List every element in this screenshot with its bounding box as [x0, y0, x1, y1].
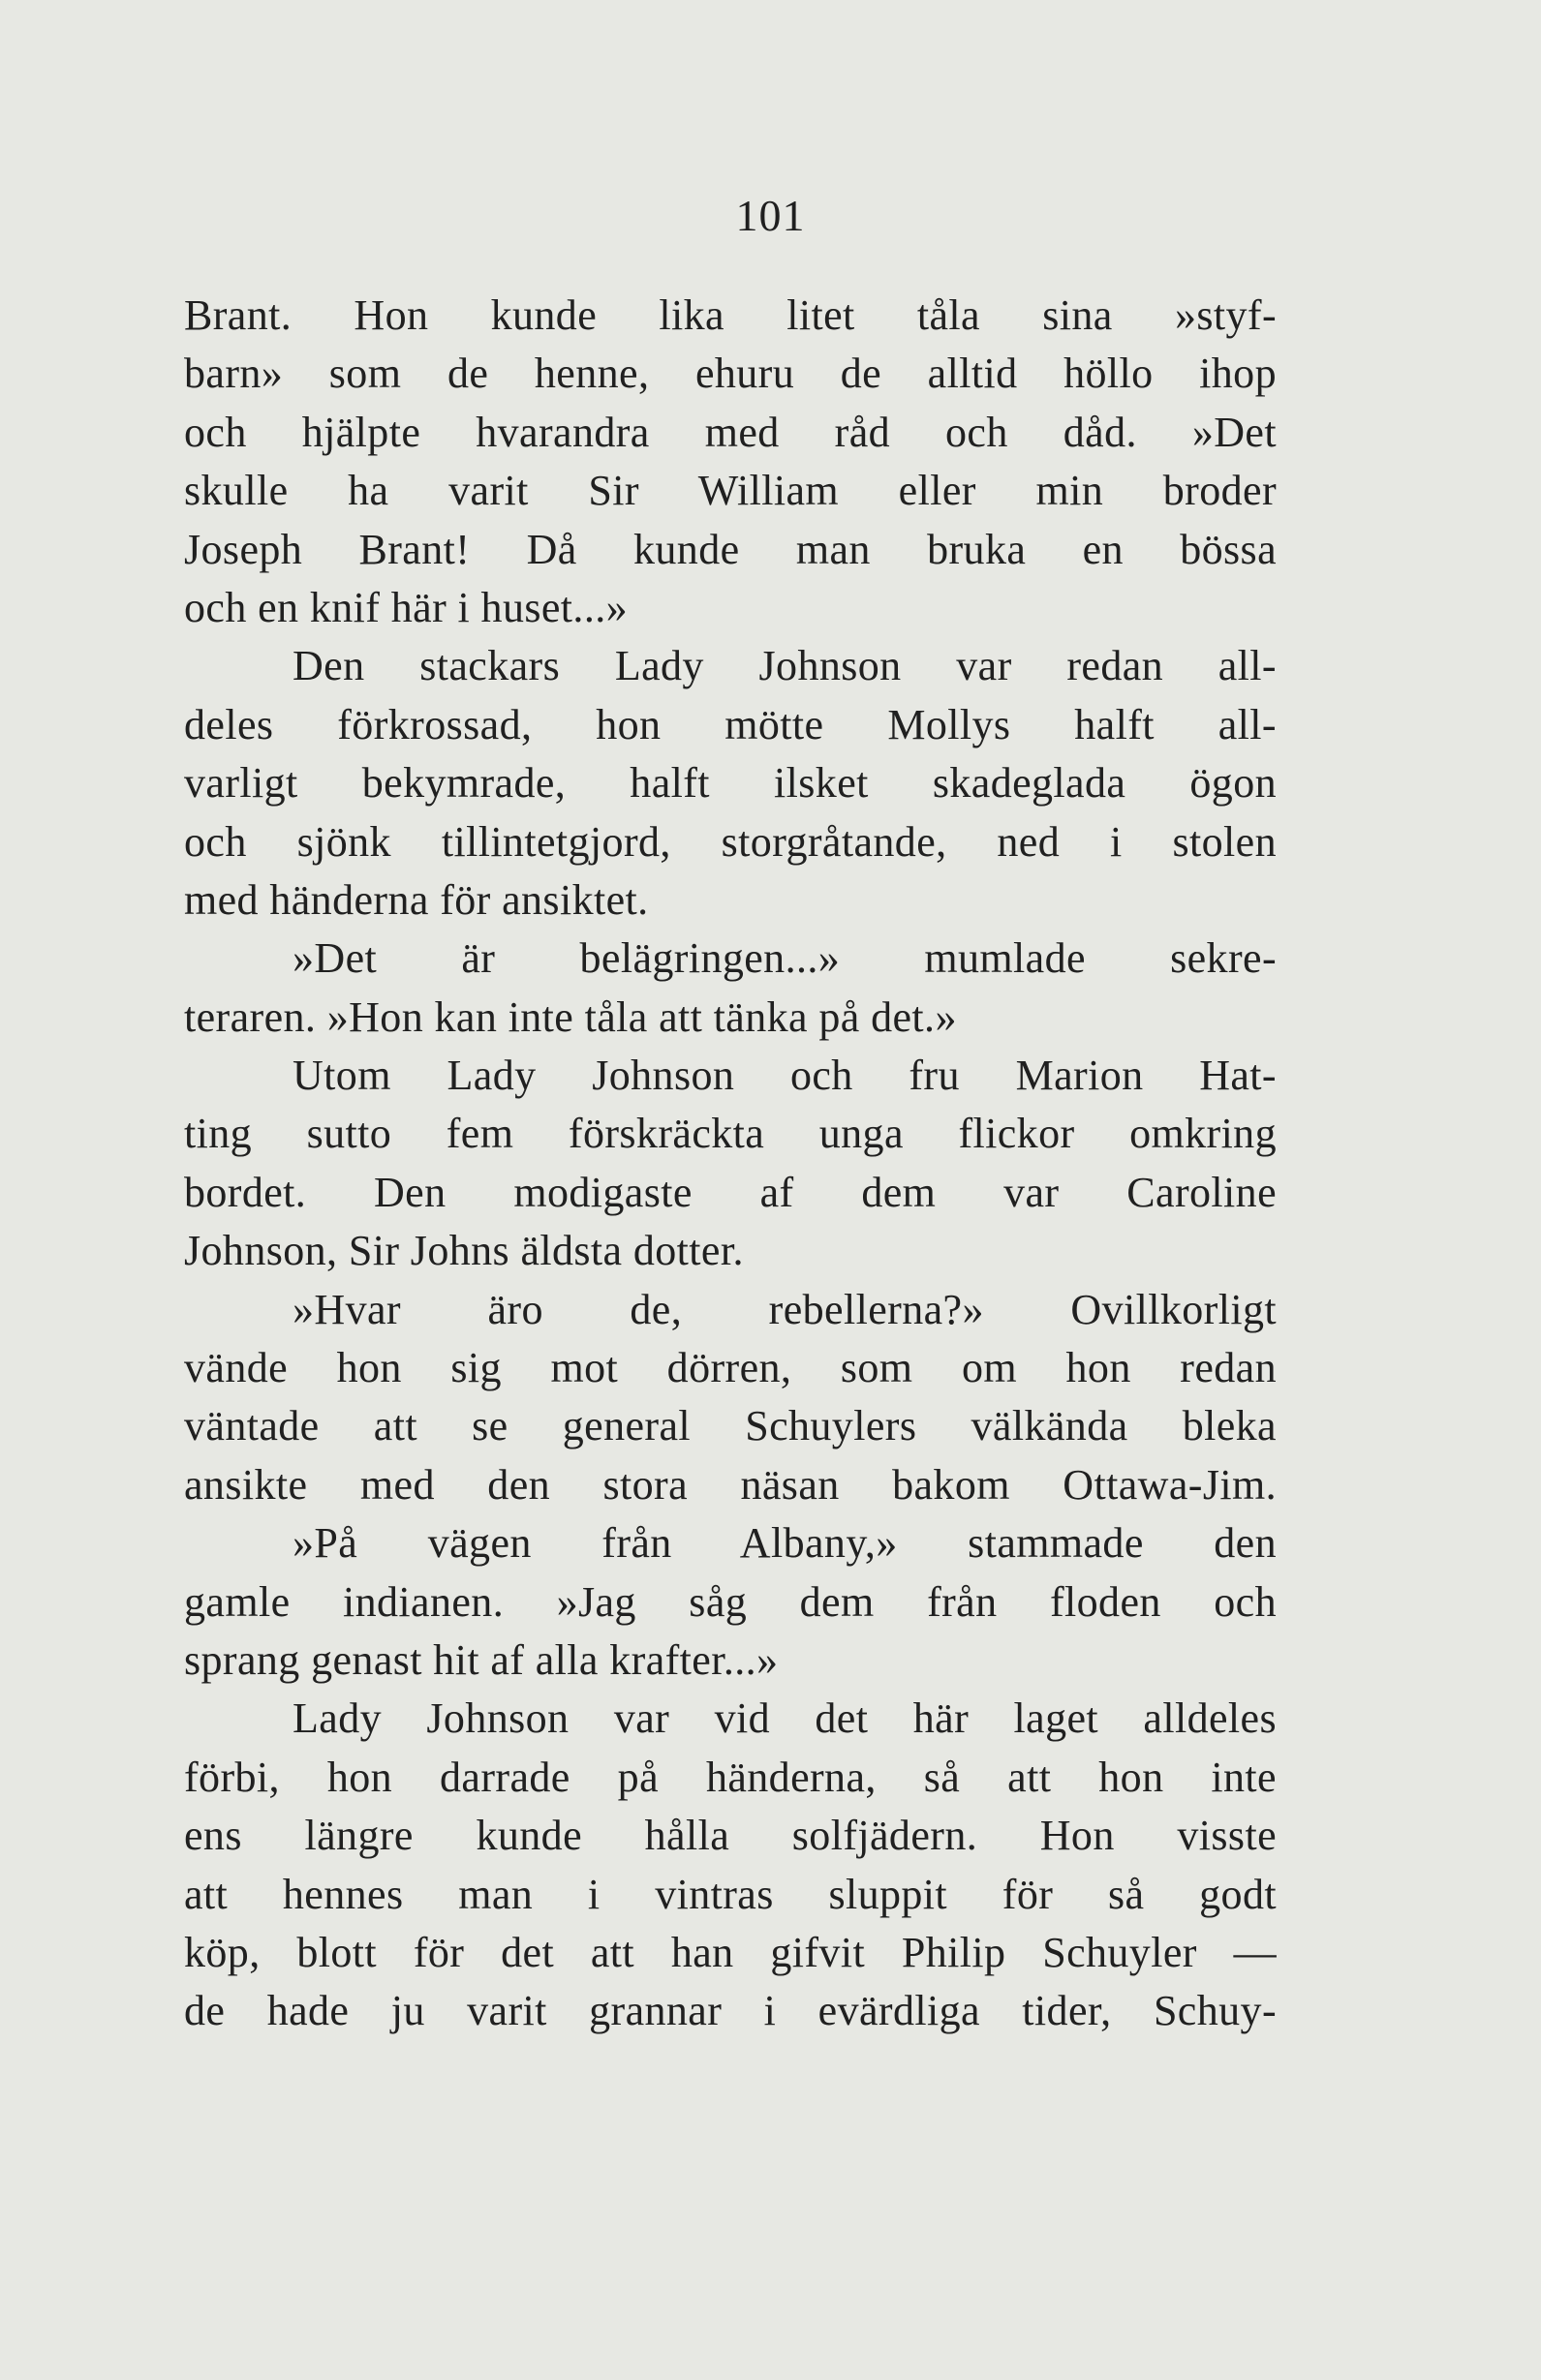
text-line: väntade att se general Schuylers välkända bleka: [184, 1402, 1277, 1450]
text-line: de hade ju varit grannar i evärdliga tider, Schuy-: [184, 1987, 1277, 2035]
text-line: Lady Johnson var vid det här laget alldeles: [293, 1694, 1277, 1743]
text-line: Brant. Hon kunde lika litet tåla sina »styf-: [184, 291, 1277, 339]
text-line: och sjönk tillintetgjord, storgråtande, ned i stolen: [184, 817, 1277, 866]
text-line: Utom Lady Johnson och fru Marion Hat-: [293, 1052, 1277, 1100]
text-line: Den stackars Lady Johnson var redan all-: [293, 642, 1277, 690]
text-line: vände hon sig mot dörren, som om hon redan: [184, 1344, 1277, 1392]
text-line: köp, blott för det att han gifvit Philip Schuyler —: [184, 1928, 1277, 1976]
text-line: Joseph Brant! Då kunde man bruka en bössa: [184, 525, 1277, 573]
text-line: gamle indianen. »Jag såg dem från floden och: [184, 1577, 1277, 1626]
text-line: förbi, hon darrade på händerna, så att hon inte: [184, 1753, 1277, 1801]
text-line: Johnson, Sir Johns äldsta dotter.: [184, 1227, 744, 1275]
text-line: bordet. Den modigaste af dem var Caroline: [184, 1168, 1277, 1216]
text-line: varligt bekymrade, halft ilsket skadeglada ögon: [184, 759, 1277, 808]
text-line: och en knif här i huset...»: [184, 583, 629, 631]
text-line: »Det är belägringen...» mumlade sekre-: [293, 934, 1277, 983]
text-line: skulle ha varit Sir William eller min broder: [184, 467, 1277, 515]
text-line: ansikte med den stora näsan bakom Ottawa-Jim.: [184, 1460, 1277, 1509]
text-line: ting sutto fem förskräckta unga flickor omkring: [184, 1110, 1277, 1158]
text-line: teraren. »Hon kan inte tåla att tänka på det.»: [184, 992, 957, 1041]
text-line: deles förkrossad, hon mötte Mollys halft all-: [184, 700, 1277, 748]
text-line: barn» som de henne, ehuru de alltid höllo ihop: [184, 350, 1277, 398]
text-line: att hennes man i vintras sluppit för så godt: [184, 1870, 1277, 1918]
text-line: »På vägen från Albany,» stammade den: [293, 1519, 1277, 1568]
text-line: »Hvar äro de, rebellerna?» Ovillkorligt: [293, 1285, 1277, 1333]
text-line: sprang genast hit af alla krafter...»: [184, 1635, 779, 1684]
text-line: med händerna för ansiktet.: [184, 875, 649, 924]
text-line: ens längre kunde hålla solfjädern. Hon visste: [184, 1812, 1277, 1860]
body-text: [184, 287, 1277, 2041]
text-line: och hjälpte hvarandra med råd och dåd. »Det: [184, 408, 1277, 456]
page-number: 101: [735, 191, 806, 240]
